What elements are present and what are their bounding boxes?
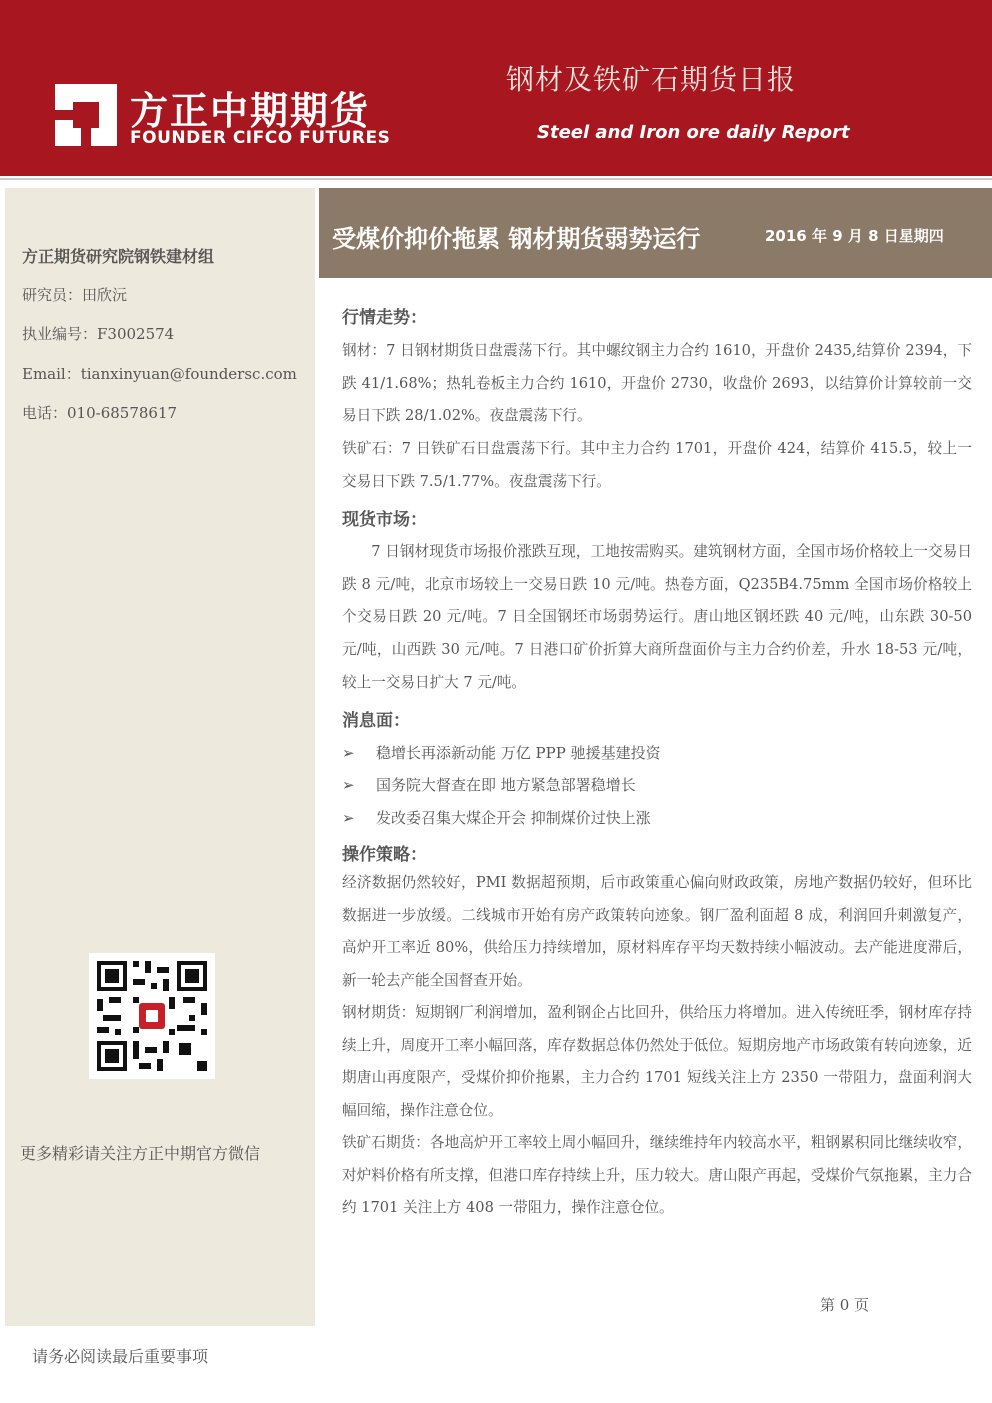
market-trend-steel: 钢材：7 日钢材期货日盘震荡下行。其中螺纹钢主力合约 1610，开盘价 2435,结算价 2394，下跌 41/1.68%；热轧卷板主力合约 1610，开盘价 2730，收盘价 2693，以结算价计算较前一交易日下跌 28/1.02%。夜盘震荡下行。 — [342, 342, 972, 425]
heading-news: 消息面： — [342, 711, 410, 731]
sidebar-email[interactable]: Email：tianxinyuan@foundersc.com — [22, 365, 297, 383]
logo-chinese-name: 方正中期期货 — [130, 89, 371, 133]
heading-strategy: 操作策略： — [342, 845, 427, 865]
arrow-bullet-icon: ➢ — [342, 809, 355, 827]
page-number: 第 0 页 — [820, 1296, 870, 1314]
sidebar-wechat-note: 更多精彩请关注方正中期官方微信 — [20, 1144, 261, 1163]
report-headline: 受煤价抑价拖累 钢材期货弱势运行 — [332, 225, 701, 253]
news-item — [342, 807, 651, 828]
news-item — [342, 774, 636, 795]
heading-spot-market: 现货市场： — [342, 510, 427, 530]
strategy-macro: 经济数据仍然较好，PMI 数据超预期，后市政策重心偏向财政政策，房地产数据仍较好，但环比数据进一步放缓。二线城市开始有房产政策转向迹象。钢厂盈利面超 8 成，利润回升刺激复产，高炉开工率近 80%，供给压力持续增加，原材料库存平均天数持续小幅波动。去产能进度滞后，新一轮去产能全国督查开始。 — [342, 874, 972, 990]
market-trend-iron-ore: 铁矿石：7 日铁矿石日盘震荡下行。其中主力合约 1701，开盘价 424，结算价 415.5，较上一交易日下跌 7.5/1.77%。夜盘震荡下行。 — [342, 440, 972, 490]
report-title-en: Steel and Iron ore daily Report — [537, 122, 850, 143]
news-item-text: 发改委召集大煤企开会 抑制煤价过快上涨 — [376, 809, 651, 827]
arrow-bullet-icon: ➢ — [342, 744, 355, 762]
arrow-bullet-icon: ➢ — [342, 776, 355, 794]
strategy-iron-ore-futures: 铁矿石期货：各地高炉开工率较上周小幅回升，继续维持年内较高水平，粗钢累积同比继续收窄，对炉料价格有所支撑，但港口库存持续上升，压力较大。唐山限产再起，受煤价气氛拖累，主力合约 1701 关注上方 408 一带阻力，操作注意仓位。 — [342, 1134, 972, 1217]
heading-market-trend: 行情走势： — [342, 308, 427, 328]
header-banner — [0, 0, 992, 176]
logo-english-name: FOUNDER CIFCO FUTURES — [130, 128, 391, 148]
report-title-cn: 钢材及铁矿石期货日报 — [506, 63, 797, 96]
founder-logo-icon — [55, 84, 117, 146]
report-date: 2016 年 9 月 8 日星期四 — [765, 227, 944, 245]
news-item-text: 国务院大督查在即 地方紧急部署稳增长 — [376, 776, 636, 794]
strategy-steel-futures: 钢材期货：短期钢厂利润增加，盈利钢企占比回升，供给压力将增加。进入传统旺季，钢材库存持续上升，周度开工率小幅回落，库存数据总体仍然处于低位。短期房地产市场政策有转向迹象，近期唐山再度限产，受煤价抑价拖累，主力合约 1701 短线关注上方 2350 一带阻力，盘面利润大幅回缩，操作注意仓位。 — [342, 1004, 972, 1120]
footer-notice: 请务必阅读最后重要事项 — [32, 1347, 209, 1366]
sidebar-org: 方正期货研究院钢铁建材组 — [22, 247, 215, 266]
wechat-qr-code — [89, 953, 215, 1079]
sidebar-phone: 电话：010-68578617 — [22, 404, 178, 422]
header-divider — [0, 178, 992, 180]
news-item-text: 稳增长再添新动能 万亿 PPP 驰援基建投资 — [376, 744, 661, 762]
sidebar-analyst: 研究员：田欣沅 — [22, 286, 128, 304]
news-item — [342, 742, 661, 763]
spot-market-text: 7 日钢材现货市场报价涨跌互现，工地按需购买。建筑钢材方面，全国市场价格较上一交易日跌 8 元/吨，北京市场较上一交易日跌 10 元/吨。热卷方面，Q235B4.75mm 全国市场价格较上个交易日跌 20 元/吨。7 日全国钢坯市场弱势运行。唐山地区钢坯跌 40 元/吨，山东跌 30-50 元/吨，山西跌 30 元/吨。7 日港口矿价折算大商所盘面价与主力合约价差，升水 18-53 元/吨，较上一交易日扩大 7 元/吨。 — [342, 543, 972, 691]
sidebar-license: 执业编号：F3002574 — [22, 325, 175, 343]
